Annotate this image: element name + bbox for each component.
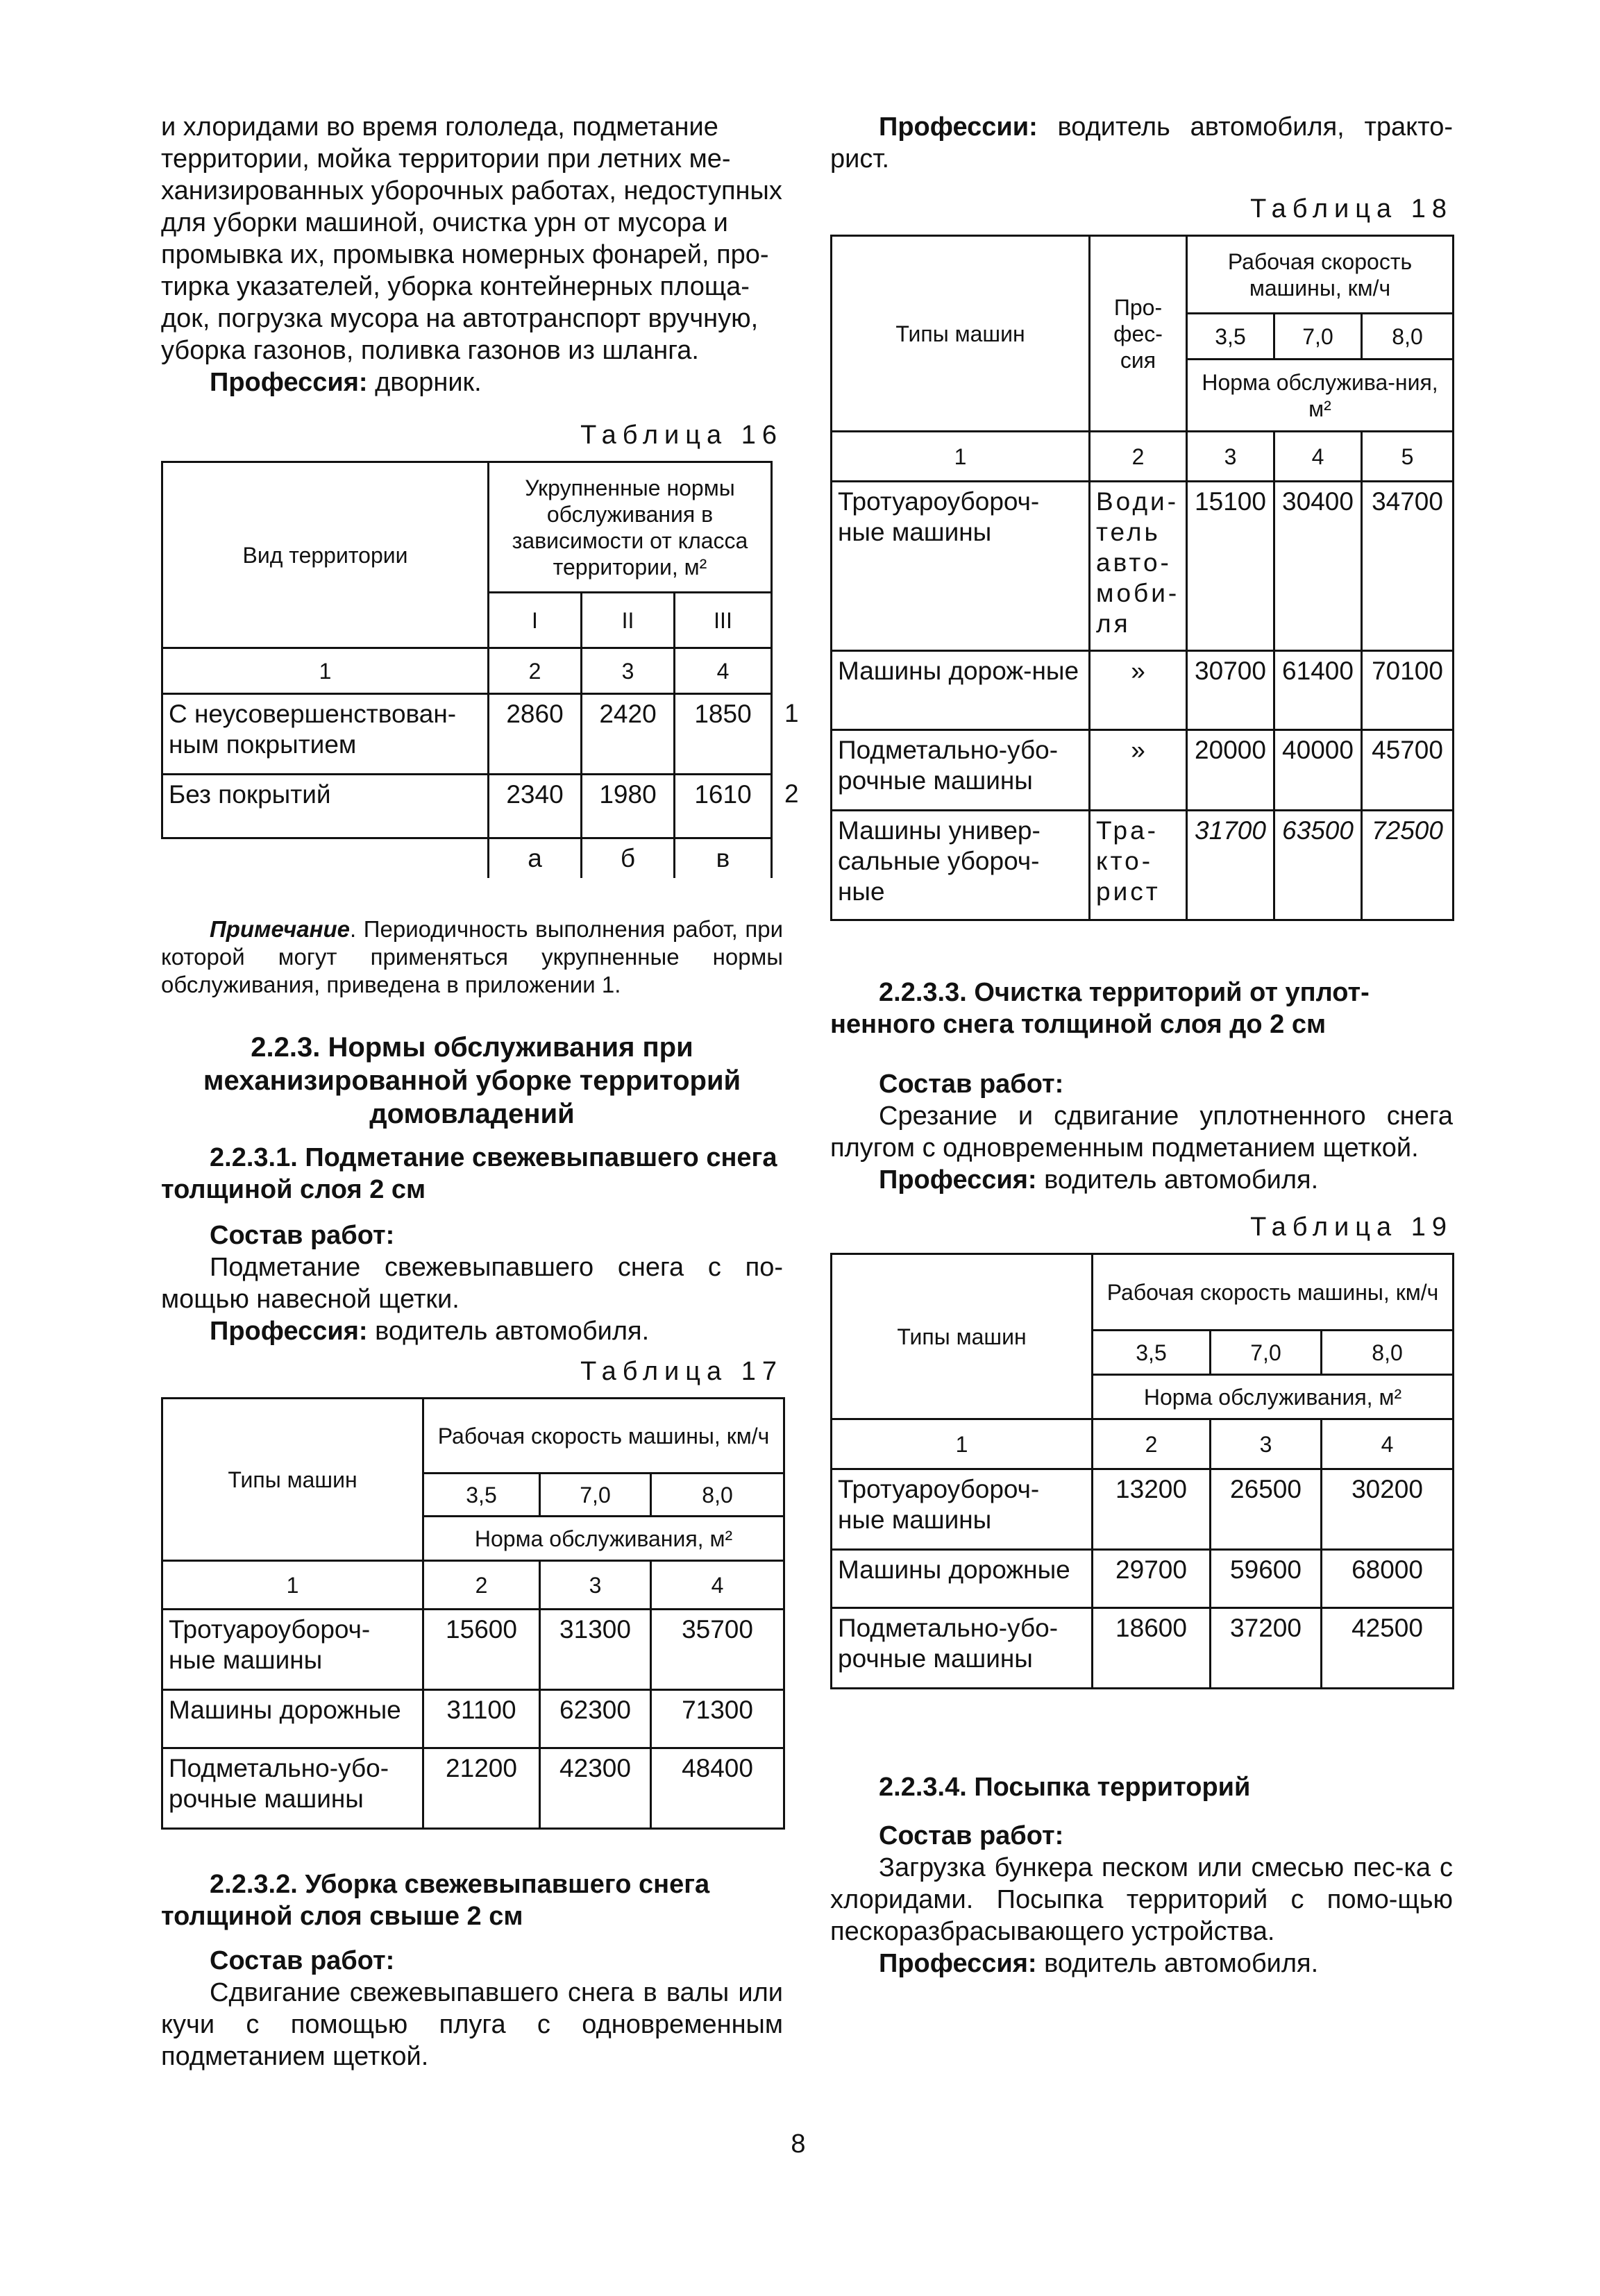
page-number: 8 [791, 2129, 806, 2159]
table16-class: I [489, 593, 582, 648]
professions-line [830, 111, 1453, 175]
table17-cell: 31300 [540, 1610, 651, 1690]
table16-cell: 1610 [675, 775, 772, 838]
table17-cell: 62300 [540, 1690, 651, 1748]
table18-cell: 30400 [1274, 482, 1362, 651]
table18-row-name: Подметально-убо-рочные машины [832, 730, 1090, 811]
intro-line: промывка их, промывка номерных фонарей, про- [161, 240, 769, 269]
profession-value: водитель автомобиля. [367, 1317, 650, 1346]
table18-number: 4 [1274, 432, 1362, 482]
table19-cell: 37200 [1211, 1608, 1322, 1689]
table18-speed-header: Рабочая скорость машины, км/ч [1187, 236, 1454, 314]
table17-speed: 8,0 [651, 1474, 784, 1517]
table19-speed-header: Рабочая скорость машины, км/ч [1093, 1254, 1454, 1331]
table18-speed: 3,5 [1187, 314, 1274, 360]
table-row [832, 811, 1454, 920]
profession-label: Профессия: [210, 1317, 368, 1346]
table16-note [161, 915, 783, 999]
table18-cell: 72500 [1362, 811, 1454, 920]
table18-number: 1 [832, 432, 1090, 482]
table16-letter: а [489, 838, 582, 879]
profession-value: дворник. [367, 368, 482, 397]
table17-norm-header: Норма обслуживания, м² [423, 1517, 784, 1561]
table16-letter: в [675, 838, 772, 879]
table16-cell: 1980 [582, 775, 675, 838]
table18-profession: » [1090, 651, 1187, 730]
table-row [832, 1608, 1454, 1689]
table18-cell: 15100 [1187, 482, 1274, 651]
table18-number: 3 [1187, 432, 1274, 482]
profession-line [830, 1164, 1453, 1196]
table19-cell: 13200 [1093, 1469, 1211, 1550]
table-row [162, 1748, 784, 1829]
table19-speed: 3,5 [1093, 1331, 1211, 1375]
right-column [830, 111, 1453, 1980]
table16-caption: Таблица 16 [580, 421, 783, 450]
table19-col1-header: Типы машин [832, 1254, 1093, 1419]
table19-number: 1 [832, 1419, 1093, 1469]
table-row [832, 482, 1454, 651]
table16-number: 1 [162, 648, 489, 694]
professions-value: водитель автомобиля, тракто-рист. [830, 112, 1453, 174]
section-2-2-3-1-heading: 2.2.3.1. Подметание свежевыпавшего снега толщиной слоя 2 см [161, 1143, 777, 1204]
table16-letter: б [582, 838, 675, 879]
table16-group-header: Укрупненные нормы обслуживания в зависимости от класса территории, м² [489, 462, 772, 593]
table18-profession: Тра-кто-рист [1090, 811, 1187, 920]
profession-label: Профессия: [210, 368, 368, 397]
composition-text: Подметание свежевыпавшего снега с по-мощью навесной щетки. [161, 1253, 783, 1314]
profession-label: Профессия: [879, 1165, 1037, 1195]
intro-line: тирка указателей, уборка контейнерных площа- [161, 272, 750, 301]
intro-paragraph [161, 111, 783, 366]
table18-cell: 30700 [1187, 651, 1274, 730]
profession-line [161, 366, 783, 398]
table19-norm-header: Норма обслуживания, м² [1093, 1375, 1454, 1419]
table17-cell: 21200 [423, 1748, 540, 1829]
composition-text: Загрузка бункера песком или смесью пес-ка с хлоридами. Посыпка территорий с помо-щью пескоразбрасывающего устройства. [830, 1853, 1453, 1946]
table18-cell: 20000 [1187, 730, 1274, 811]
table17-number: 4 [651, 1561, 784, 1610]
profession-label: Профессия: [879, 1949, 1037, 1978]
table-18 [830, 235, 1454, 921]
table19-cell: 59600 [1211, 1550, 1322, 1608]
composition-label: Состав работ: [879, 1821, 1064, 1850]
table16-row-marker: 1 [772, 694, 811, 775]
profession-line [161, 1315, 783, 1347]
section-2-2-3-2-heading: 2.2.3.2. Уборка свежевыпавшего снега толщиной слоя свыше 2 см [161, 1870, 710, 1931]
table19-cell: 30200 [1322, 1469, 1454, 1550]
table18-number: 5 [1362, 432, 1454, 482]
table17-cell: 71300 [651, 1690, 784, 1748]
table-row [162, 1610, 784, 1690]
table-row [162, 694, 811, 775]
table17-speed-header: Рабочая скорость машины, км/ч [423, 1399, 784, 1474]
profession-value: водитель автомобиля. [1036, 1165, 1319, 1195]
table17-cell: 35700 [651, 1610, 784, 1690]
table18-cell: 63500 [1274, 811, 1362, 920]
table-row [162, 1690, 784, 1748]
table17-cell: 42300 [540, 1748, 651, 1829]
table18-cell: 31700 [1187, 811, 1274, 920]
section-2-2-3-heading: 2.2.3. Нормы обслуживания при механизированной уборке территорий домовладений [203, 1032, 741, 1129]
intro-line: ханизированных уборочных работах, недоступных [161, 176, 782, 205]
table18-speed: 7,0 [1274, 314, 1362, 360]
table16-number: 3 [582, 648, 675, 694]
table17-speed: 7,0 [540, 1474, 651, 1517]
table-row [832, 1550, 1454, 1608]
table18-profession: Води-тель авто-моби-ля [1090, 482, 1187, 651]
table-row [832, 1469, 1454, 1550]
note-text: . Периодичность выполнения работ, при которой могут применяться укрупненные нормы обслуживания, приведена в приложении 1. [161, 916, 783, 997]
table17-cell: 48400 [651, 1748, 784, 1829]
composition-text: Срезание и сдвигание уплотненного снега плугом с одновременным подметанием щеткой. [830, 1101, 1453, 1163]
table-row [832, 730, 1454, 811]
table18-cell: 34700 [1362, 482, 1454, 651]
table18-row-name: Машины универ-сальные убороч-ные [832, 811, 1090, 920]
table18-cell: 61400 [1274, 651, 1362, 730]
table16-cell: 1850 [675, 694, 772, 775]
table19-row-name: Тротуароубороч-ные машины [832, 1469, 1093, 1550]
table-16 [161, 461, 811, 878]
table19-number: 4 [1322, 1419, 1454, 1469]
table18-cell: 40000 [1274, 730, 1362, 811]
table17-number: 2 [423, 1561, 540, 1610]
composition-text: Сдвигание свежевыпавшего снега в валы или кучи с помощью плуга с одновременным подметанием щеткой. [161, 1978, 783, 2071]
intro-line: для уборки машиной, очистка урн от мусора и [161, 208, 728, 237]
table16-row-marker: 2 [772, 775, 811, 838]
intro-line: док, погрузка мусора на автотранспорт вручную, [161, 304, 759, 333]
table16-cell: 2340 [489, 775, 582, 838]
table16-class: II [582, 593, 675, 648]
table17-row-name: Машины дорожные [162, 1690, 423, 1748]
table17-col1-header: Типы машин [162, 1399, 423, 1561]
table18-caption: Таблица 18 [1250, 194, 1453, 223]
table-19 [830, 1253, 1454, 1689]
table17-number: 1 [162, 1561, 423, 1610]
profession-line [830, 1948, 1453, 1980]
table17-caption: Таблица 17 [580, 1357, 783, 1386]
table18-cell: 45700 [1362, 730, 1454, 811]
composition-label: Состав работ: [210, 1221, 395, 1250]
table18-number: 2 [1090, 432, 1187, 482]
composition-label: Состав работ: [879, 1070, 1064, 1099]
table17-cell: 15600 [423, 1610, 540, 1690]
table19-caption: Таблица 19 [1250, 1213, 1453, 1242]
profession-value: водитель автомобиля. [1036, 1949, 1319, 1978]
table16-row-name: С неусовершенствован-ным покрытием [162, 694, 489, 775]
note-label: Примечание [210, 916, 351, 942]
composition-label: Состав работ: [210, 1946, 395, 1975]
table18-speed: 8,0 [1362, 314, 1454, 360]
intro-line: уборка газонов, поливка газонов из шланга. [161, 336, 699, 365]
table19-row-name: Машины дорожные [832, 1550, 1093, 1608]
table16-class: III [675, 593, 772, 648]
table19-cell: 42500 [1322, 1608, 1454, 1689]
professions-label: Профессии: [879, 112, 1038, 142]
table19-number: 2 [1093, 1419, 1211, 1469]
table16-col1-header: Вид территории [162, 462, 489, 648]
table16-row-name: Без покрытий [162, 775, 489, 838]
table19-cell: 18600 [1093, 1608, 1211, 1689]
section-2-2-3-4-heading: 2.2.3.4. Посыпка территорий [879, 1773, 1251, 1802]
intro-line: территории, мойка территории при летних ме- [161, 144, 731, 174]
table16-number: 2 [489, 648, 582, 694]
table16-cell: 2420 [582, 694, 675, 775]
intro-line: и хлоридами во время гололеда, подметание [161, 112, 718, 142]
table-row [162, 775, 811, 838]
table-17 [161, 1397, 785, 1830]
table16-number: 4 [675, 648, 772, 694]
table19-number: 3 [1211, 1419, 1322, 1469]
table17-row-name: Тротуароубороч-ные машины [162, 1610, 423, 1690]
table18-col2-header: Про-фес-сия [1090, 236, 1187, 432]
table17-number: 3 [540, 1561, 651, 1610]
table17-cell: 31100 [423, 1690, 540, 1748]
left-column [161, 111, 799, 2073]
table16-cell: 2860 [489, 694, 582, 775]
table19-speed: 8,0 [1322, 1331, 1454, 1375]
table18-norm-header: Норма обслужива-ния, м² [1187, 360, 1454, 432]
table-row [832, 651, 1454, 730]
section-2-2-3-3-heading: 2.2.3.3. Очистка территорий от уплот-ненного снега толщиной слоя до 2 см [830, 978, 1370, 1039]
table18-row-name: Машины дорож-ные [832, 651, 1090, 730]
table18-col1-header: Типы машин [832, 236, 1090, 432]
table17-speed: 3,5 [423, 1474, 540, 1517]
table19-row-name: Подметально-убо-рочные машины [832, 1608, 1093, 1689]
table19-speed: 7,0 [1211, 1331, 1322, 1375]
table19-cell: 68000 [1322, 1550, 1454, 1608]
table18-cell: 70100 [1362, 651, 1454, 730]
table18-row-name: Тротуароубороч-ные машины [832, 482, 1090, 651]
table19-cell: 29700 [1093, 1550, 1211, 1608]
table18-profession: » [1090, 730, 1187, 811]
table17-row-name: Подметально-убо-рочные машины [162, 1748, 423, 1829]
table19-cell: 26500 [1211, 1469, 1322, 1550]
